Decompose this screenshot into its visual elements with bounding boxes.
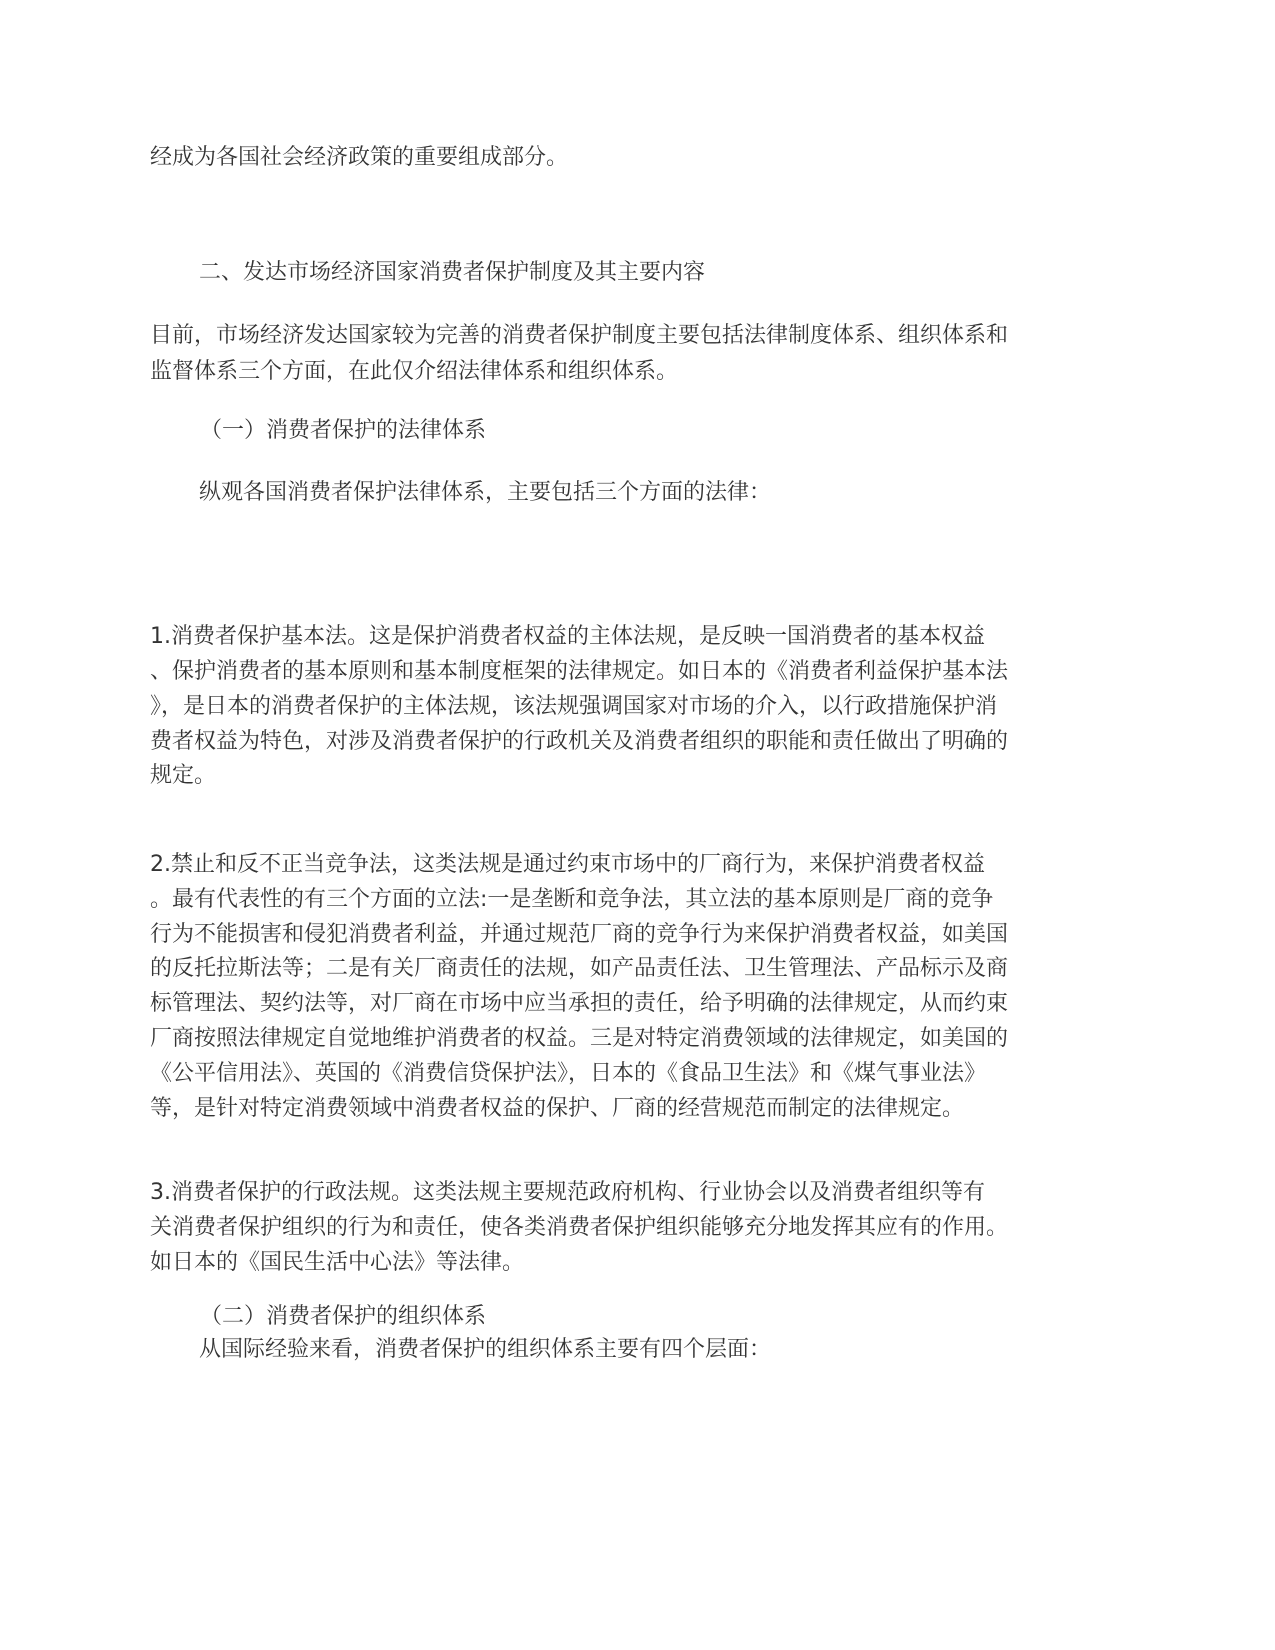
- item-1-line-4: 费者权益为特色，对涉及消费者保护的行政机关及消费者组织的职能和责任做出了明确的: [150, 729, 1009, 754]
- subsection-1-intro: 纵观各国消费者保护法律体系，主要包括三个方面的法律：: [199, 480, 772, 505]
- item-1-line-5: 规定。: [150, 763, 217, 788]
- item-2-line-3: 行为不能损害和侵犯消费者利益，并通过规范厂商的竞争行为来保护消费者权益，如美国: [150, 922, 1009, 947]
- item-2-line-8: 等，是针对特定消费领域中消费者权益的保护、厂商的经营规范而制定的法律规定。: [150, 1096, 965, 1121]
- section-2-intro-line-1: 目前，市场经济发达国家较为完善的消费者保护制度主要包括法律制度体系、组织体系和: [150, 323, 1009, 348]
- item-3-line-3: 如日本的《国民生活中心法》等法律。: [150, 1250, 525, 1275]
- subsection-1-heading: （一）消费者保护的法律体系: [200, 418, 487, 443]
- item-3-line-2: 关消费者保护组织的行为和责任，使各类消费者保护组织能够充分地发挥其应有的作用。: [150, 1215, 1009, 1240]
- subsection-2-intro: 从国际经验来看，消费者保护的组织体系主要有四个层面：: [199, 1337, 772, 1362]
- item-3-line-1: 3.消费者保护的行政法规。这类法规主要规范政府机构、行业协会以及消费者组织等有: [150, 1180, 985, 1205]
- section-2-heading: 二、发达市场经济国家消费者保护制度及其主要内容: [199, 260, 706, 285]
- item-2-line-2: 。最有代表性的有三个方面的立法:一是垄断和竞争法，其立法的基本原则是厂商的竞争: [150, 887, 994, 912]
- item-1-line-1: 1.消费者保护基本法。这是保护消费者权益的主体法规，是反映一国消费者的基本权益: [150, 624, 985, 649]
- item-2-line-1: 2.禁止和反不正当竞争法，这类法规是通过约束市场中的厂商行为，来保护消费者权益: [150, 852, 985, 877]
- intro-tail-paragraph: 经成为各国社会经济政策的重要组成部分。: [150, 145, 569, 170]
- item-2-line-7: 《公平信用法》、英国的《消费信贷保护法》，日本的《食品卫生法》和《煤气事业法》: [150, 1061, 987, 1086]
- subsection-2-heading: （二）消费者保护的组织体系: [200, 1304, 487, 1329]
- item-1-line-2: 、保护消费者的基本原则和基本制度框架的法律规定。如日本的《消费者利益保护基本法: [150, 659, 1009, 684]
- item-2-line-6: 厂商按照法律规定自觉地维护消费者的权益。三是对特定消费领域的法律规定，如美国的: [150, 1026, 1009, 1051]
- item-2-line-4: 的反托拉斯法等；二是有关厂商责任的法规，如产品责任法、卫生管理法、产品标示及商: [150, 956, 1009, 981]
- item-1-line-3: 》，是日本的消费者保护的主体法规，该法规强调国家对市场的介入，以行政措施保护消: [150, 694, 998, 719]
- item-2-line-5: 标管理法、契约法等，对厂商在市场中应当承担的责任，给予明确的法律规定，从而约束: [150, 991, 1009, 1016]
- section-2-intro-line-2: 监督体系三个方面，在此仅介绍法律体系和组织体系。: [150, 359, 679, 384]
